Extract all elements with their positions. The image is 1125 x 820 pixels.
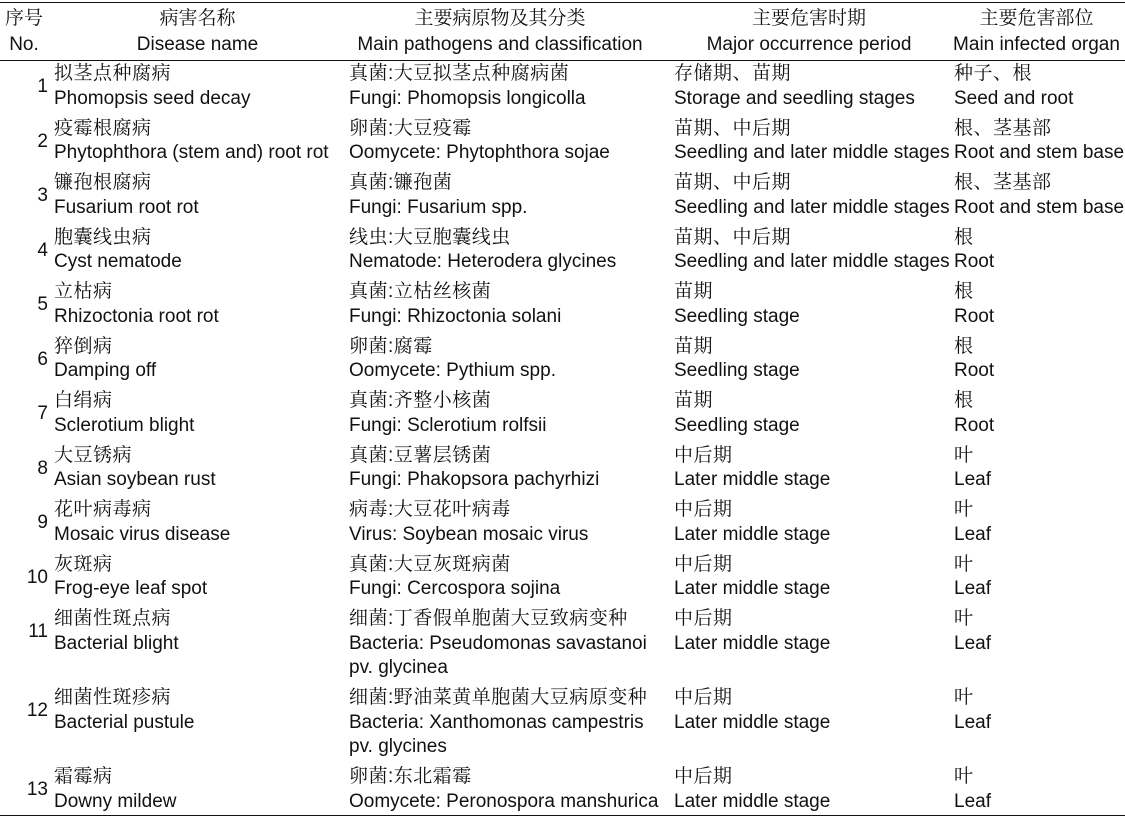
period-zh: 中后期 (674, 608, 733, 629)
row-no-text: 6 (37, 348, 48, 370)
row-no-text: 3 (37, 185, 48, 206)
header-pathogen (350, 6, 650, 58)
pathogen-zh: 病毒:大豆花叶病毒 (349, 499, 511, 520)
row-no-text: 9 (37, 512, 48, 533)
header-pathogen-zh: 主要病原物及其分类 (414, 8, 586, 29)
header-pathogen-en: Main pathogens and classification (357, 34, 643, 55)
row-no (0, 444, 48, 482)
row-disease-name (54, 171, 199, 220)
disease-name-en: Phomopsis seed decay (54, 87, 251, 109)
row-no (0, 553, 48, 591)
period-zh: 苗期、中后期 (674, 172, 792, 193)
organ-en: Leaf (954, 523, 991, 545)
row-pathogen (349, 117, 610, 166)
disease-name-en: Bacterial blight (54, 632, 179, 654)
disease-name-zh: 镰孢根腐病 (54, 172, 152, 193)
period-zh: 存储期、苗期 (674, 63, 792, 84)
organ-zh: 根 (954, 390, 974, 411)
table-header (0, 6, 1125, 58)
row-no-text: 12 (26, 700, 48, 721)
row-pathogen (349, 226, 616, 275)
period-en: Seedling stage (674, 414, 800, 436)
organ-en: Root (954, 414, 995, 436)
pathogen-en: Fungi: Phakopsora pachyrhizi (349, 469, 600, 490)
pathogen-zh: 真菌:大豆拟茎点种腐病菌 (349, 63, 570, 84)
organ-zh: 种子、根 (954, 63, 1033, 84)
row-no (0, 226, 48, 264)
header-no-en: No. (9, 34, 39, 55)
row-no (0, 62, 48, 100)
pathogen-en: Fungi: Cercospora sojina (349, 578, 561, 599)
organ-zh: 叶 (954, 499, 974, 520)
header-period-en: Major occurrence period (706, 34, 912, 55)
row-period (674, 226, 950, 275)
organ-zh: 根、茎基部 (954, 117, 1052, 139)
row-disease-name (54, 389, 194, 438)
pathogen-en: Fungi: Phomopsis longicolla (349, 87, 586, 109)
table-bottom-rule (0, 815, 1125, 816)
table-header-rule (0, 60, 1125, 61)
row-no-text: 10 (26, 566, 48, 588)
disease-name-en: Sclerotium blight (54, 414, 195, 436)
row-disease-name (54, 335, 156, 384)
row-no (0, 389, 48, 427)
pathogen-en: Virus: Soybean mosaic virus (349, 523, 589, 545)
disease-name-zh: 灰斑病 (54, 553, 113, 575)
row-no-text: 7 (37, 403, 48, 424)
row-period (674, 389, 800, 438)
row-pathogen (349, 686, 647, 760)
row-no (0, 686, 48, 724)
row-organ (954, 171, 1124, 220)
organ-zh: 叶 (954, 553, 974, 575)
period-en: Seedling and later middle stages (674, 251, 950, 272)
row-organ (954, 335, 994, 384)
organ-en: Leaf (954, 711, 991, 733)
period-en: Later middle stage (674, 523, 831, 545)
pathogen-zh: 卵菌:腐霉 (349, 335, 433, 357)
period-en: Later middle stage (674, 578, 831, 599)
organ-zh: 叶 (954, 444, 974, 466)
disease-name-en: Phytophthora (stem and) root rot (54, 142, 329, 163)
row-pathogen (349, 389, 546, 438)
row-organ (954, 498, 991, 547)
header-disease-name-zh: 病害名称 (159, 8, 236, 29)
row-organ (954, 62, 1073, 111)
row-no-text: 2 (37, 130, 48, 152)
disease-name-en: Asian soybean rust (54, 469, 216, 490)
disease-name-zh: 疫霉根腐病 (54, 117, 152, 139)
table-top-rule (0, 2, 1125, 3)
period-zh: 苗期、中后期 (674, 226, 792, 248)
row-disease-name (54, 226, 182, 275)
pathogen-zh: 真菌:镰孢菌 (349, 172, 453, 193)
pathogen-zh: 真菌:齐整小核菌 (349, 390, 492, 411)
header-organ-zh: 主要危害部位 (979, 8, 1094, 29)
row-no-text: 11 (28, 621, 48, 642)
row-period (674, 553, 830, 602)
period-en: Seedling and later middle stages (674, 196, 950, 218)
disease-name-zh: 细菌性斑点病 (54, 608, 172, 629)
disease-name-zh: 花叶病毒病 (54, 499, 152, 520)
pathogen-en: Oomycete: Phytophthora sojae (349, 142, 610, 163)
row-period (674, 117, 950, 166)
period-en: Later middle stage (674, 469, 831, 490)
header-organ-en: Main infected organ (953, 34, 1120, 55)
period-en: Seedling stage (674, 305, 800, 327)
disease-name-zh: 胞囊线虫病 (54, 226, 152, 248)
organ-zh: 叶 (954, 608, 974, 629)
disease-name-en: Damping off (54, 360, 157, 381)
pathogen-en: Fungi: Rhizoctonia solani (349, 305, 562, 327)
header-no (0, 6, 48, 58)
period-zh: 苗期 (674, 390, 714, 411)
row-period (674, 171, 950, 220)
row-pathogen (349, 498, 588, 547)
period-zh: 苗期 (674, 335, 714, 357)
disease-name-en: Cyst nematode (54, 251, 182, 272)
header-disease-name (100, 6, 295, 58)
disease-name-zh: 立枯病 (54, 281, 113, 302)
row-disease-name (54, 117, 329, 166)
row-disease-name (54, 553, 207, 602)
period-en: Later middle stage (674, 711, 831, 733)
pathogen-zh: 真菌:立枯丝核菌 (349, 281, 492, 302)
period-en: Seedling stage (674, 360, 800, 381)
disease-name-en: Rhizoctonia root rot (54, 305, 219, 327)
row-period (674, 335, 800, 384)
organ-zh: 叶 (954, 766, 974, 787)
disease-name-zh: 大豆锈病 (54, 444, 133, 466)
row-no-text: 13 (26, 779, 48, 800)
row-pathogen (349, 171, 527, 220)
row-no-text: 5 (37, 294, 48, 315)
row-disease-name (54, 686, 194, 735)
row-period (674, 607, 830, 656)
period-en: Storage and seedling stages (674, 87, 915, 109)
disease-name-en: Mosaic virus disease (54, 523, 231, 545)
organ-en: Leaf (954, 790, 991, 812)
header-disease-name-en: Disease name (136, 34, 259, 55)
disease-name-en: Frog-eye leaf spot (54, 578, 208, 599)
organ-en: Seed and root (954, 87, 1074, 109)
row-pathogen (349, 62, 586, 111)
row-organ (954, 280, 994, 329)
pathogen-en-cont: pv. glycinea (349, 657, 448, 678)
period-zh: 中后期 (674, 444, 733, 466)
row-organ (954, 117, 1124, 166)
row-pathogen (349, 335, 556, 384)
row-organ (954, 444, 991, 493)
row-organ (954, 686, 991, 735)
row-pathogen (349, 607, 647, 681)
row-pathogen (349, 280, 561, 329)
disease-name-zh: 霜霉病 (54, 766, 113, 787)
disease-name-en: Fusarium root rot (54, 196, 199, 218)
organ-en: Root (954, 305, 995, 327)
organ-zh: 根 (954, 226, 974, 248)
period-en: Seedling and later middle stages (674, 142, 950, 163)
organ-en: Leaf (954, 469, 991, 490)
row-no (0, 117, 48, 155)
period-zh: 苗期 (674, 281, 714, 302)
period-zh: 中后期 (674, 687, 733, 708)
pathogen-en: Bacteria: Xanthomonas campestris (349, 711, 644, 733)
row-organ (954, 607, 991, 656)
disease-name-en: Bacterial pustule (54, 711, 195, 733)
organ-zh: 叶 (954, 687, 974, 708)
period-en: Later middle stage (674, 632, 831, 654)
organ-en: Root (954, 251, 995, 272)
organ-en: Root (954, 360, 995, 381)
period-en: Later middle stage (674, 790, 831, 812)
header-no-zh: 序号 (4, 8, 43, 29)
row-disease-name (54, 607, 179, 656)
organ-zh: 根、茎基部 (954, 172, 1052, 193)
pathogen-en: Fungi: Fusarium spp. (349, 196, 528, 218)
organ-en: Leaf (954, 578, 991, 599)
row-no (0, 335, 48, 373)
row-disease-name (54, 765, 176, 814)
period-zh: 中后期 (674, 766, 733, 787)
row-disease-name (54, 280, 219, 329)
row-period (674, 62, 915, 111)
pathogen-en: Oomycete: Peronospora manshurica (349, 790, 659, 812)
disease-name-zh: 猝倒病 (54, 335, 113, 357)
pathogen-zh: 线虫:大豆胞囊线虫 (349, 226, 511, 248)
header-organ (948, 6, 1125, 58)
row-disease-name (54, 444, 216, 493)
pathogen-en: Nematode: Heterodera glycines (349, 251, 617, 272)
row-organ (954, 226, 994, 275)
header-period-zh: 主要危害时期 (751, 8, 866, 29)
organ-zh: 根 (954, 281, 974, 302)
header-period (675, 6, 943, 58)
disease-name-zh: 细菌性斑疹病 (54, 687, 172, 708)
row-period (674, 765, 830, 814)
row-organ (954, 553, 991, 602)
row-period (674, 498, 830, 547)
row-organ (954, 765, 991, 814)
pathogen-en: Fungi: Sclerotium rolfsii (349, 414, 547, 436)
row-no (0, 765, 48, 803)
row-period (674, 686, 830, 735)
organ-en: Root and stem base (954, 142, 1125, 163)
pathogen-en: Bacteria: Pseudomonas savastanoi (349, 632, 647, 654)
pathogen-zh: 真菌:豆薯层锈菌 (349, 444, 492, 466)
row-period (674, 280, 800, 329)
row-no (0, 607, 48, 645)
row-no-text: 1 (37, 76, 48, 97)
row-disease-name (54, 498, 230, 547)
organ-en: Leaf (954, 632, 991, 654)
period-zh: 苗期、中后期 (674, 117, 792, 139)
pathogen-zh: 细菌:丁香假单胞菌大豆致病变种 (349, 608, 628, 629)
row-no-text: 8 (37, 457, 48, 479)
disease-name-zh: 拟茎点种腐病 (54, 63, 172, 84)
pathogen-en-cont: pv. glycines (349, 736, 447, 757)
row-no (0, 280, 48, 318)
pathogen-en: Oomycete: Pythium spp. (349, 360, 556, 381)
pathogen-zh: 卵菌:东北霜霉 (349, 766, 472, 787)
row-pathogen (349, 765, 658, 814)
row-no (0, 171, 48, 209)
row-disease-name (54, 62, 250, 111)
row-period (674, 444, 830, 493)
row-no-text: 4 (37, 239, 48, 261)
pathogen-zh: 真菌:大豆灰斑病菌 (349, 553, 511, 575)
pathogen-zh: 卵菌:大豆疫霉 (349, 117, 472, 139)
row-pathogen (349, 553, 560, 602)
row-pathogen (349, 444, 599, 493)
period-zh: 中后期 (674, 553, 733, 575)
row-organ (954, 389, 994, 438)
period-zh: 中后期 (674, 499, 733, 520)
organ-zh: 根 (954, 335, 974, 357)
disease-name-zh: 白绢病 (54, 390, 113, 411)
organ-en: Root and stem base (954, 196, 1125, 218)
row-no (0, 498, 48, 536)
pathogen-zh: 细菌:野油菜黄单胞菌大豆病原变种 (349, 687, 648, 708)
disease-name-en: Downy mildew (54, 790, 177, 812)
